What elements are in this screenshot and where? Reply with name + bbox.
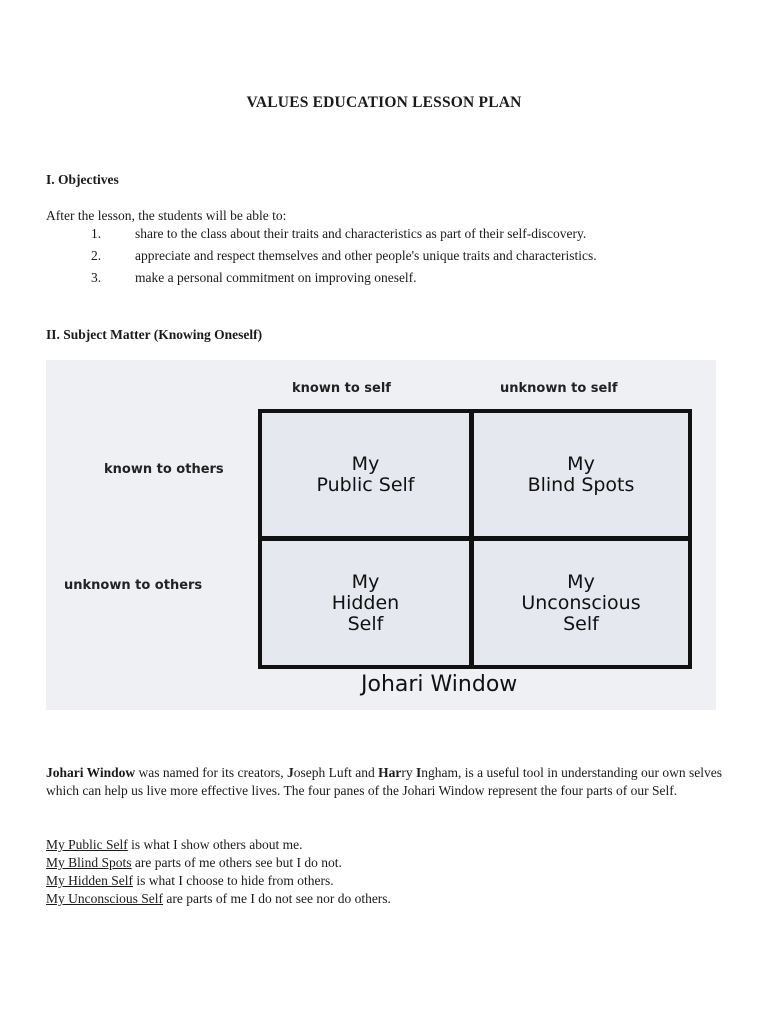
text-run: oseph Luft and (293, 765, 379, 780)
johari-window-figure (46, 360, 716, 710)
objective-text: appreciate and respect themselves and other people's unique traits and characteristics. (135, 248, 597, 263)
cell-public-self: My Public Self (316, 452, 415, 496)
definition-term: My Public Self (46, 837, 128, 852)
objective-item-1 (91, 226, 711, 244)
johari-grid (258, 409, 692, 669)
page-title: VALUES EDUCATION LESSON PLAN (246, 94, 522, 111)
row-label-unknown-to-others: unknown to others (64, 578, 203, 593)
objectives-intro: After the lesson, the students will be able to: (46, 208, 287, 223)
subject-matter-heading: II. Subject Matter (Knowing Oneself) (46, 327, 263, 342)
definitions-list (46, 836, 391, 908)
text-run: was named for its creators, (135, 765, 288, 780)
definition-item (46, 836, 391, 854)
objective-number: 2. (91, 248, 102, 263)
definition-text: are parts of me I do not see nor do others. (163, 891, 391, 906)
figure-caption: Johari Window (361, 672, 518, 697)
col-label-known-to-self: known to self (292, 381, 391, 396)
objective-item-2 (91, 248, 711, 266)
bold-text: J (287, 765, 294, 780)
objective-number: 1. (91, 226, 102, 241)
objective-item-3 (91, 270, 711, 288)
definition-text: is what I show others about me. (127, 837, 303, 852)
bold-text: Johari Window (46, 765, 136, 780)
bold-text: Har (378, 765, 402, 780)
definition-item (46, 854, 391, 872)
text-run: ngham, is a useful tool in understanding our own selves which can help us live more effective lives. The four panes of the Johari Window represent the four parts of our Self. (46, 765, 723, 798)
col-label-unknown-to-self: unknown to self (500, 381, 618, 396)
definition-term: My Unconscious Self (46, 891, 163, 906)
definition-text: is what I choose to hide from others. (133, 873, 334, 888)
johari-description-paragraph (46, 764, 722, 800)
definition-text: are parts of me others see but I do not. (131, 855, 342, 870)
objective-text: make a personal commitment on improving oneself. (135, 270, 417, 285)
objective-number: 3. (91, 270, 102, 285)
bold-text: I (416, 765, 422, 780)
cell-blind-spots: My Blind Spots (527, 452, 635, 496)
text-run: ry (401, 765, 417, 780)
definition-item (46, 872, 391, 890)
row-label-known-to-others: known to others (104, 462, 224, 477)
objectives-heading: I. Objectives (46, 172, 119, 187)
cell-unconscious-self: My Unconscious Self (521, 570, 641, 635)
definition-term: My Hidden Self (46, 873, 133, 888)
objective-text: share to the class about their traits and characteristics as part of their self-discovery. (135, 226, 587, 241)
definition-term: My Blind Spots (46, 855, 132, 870)
definition-item (46, 890, 391, 908)
cell-hidden-self: My Hidden Self (331, 570, 400, 635)
